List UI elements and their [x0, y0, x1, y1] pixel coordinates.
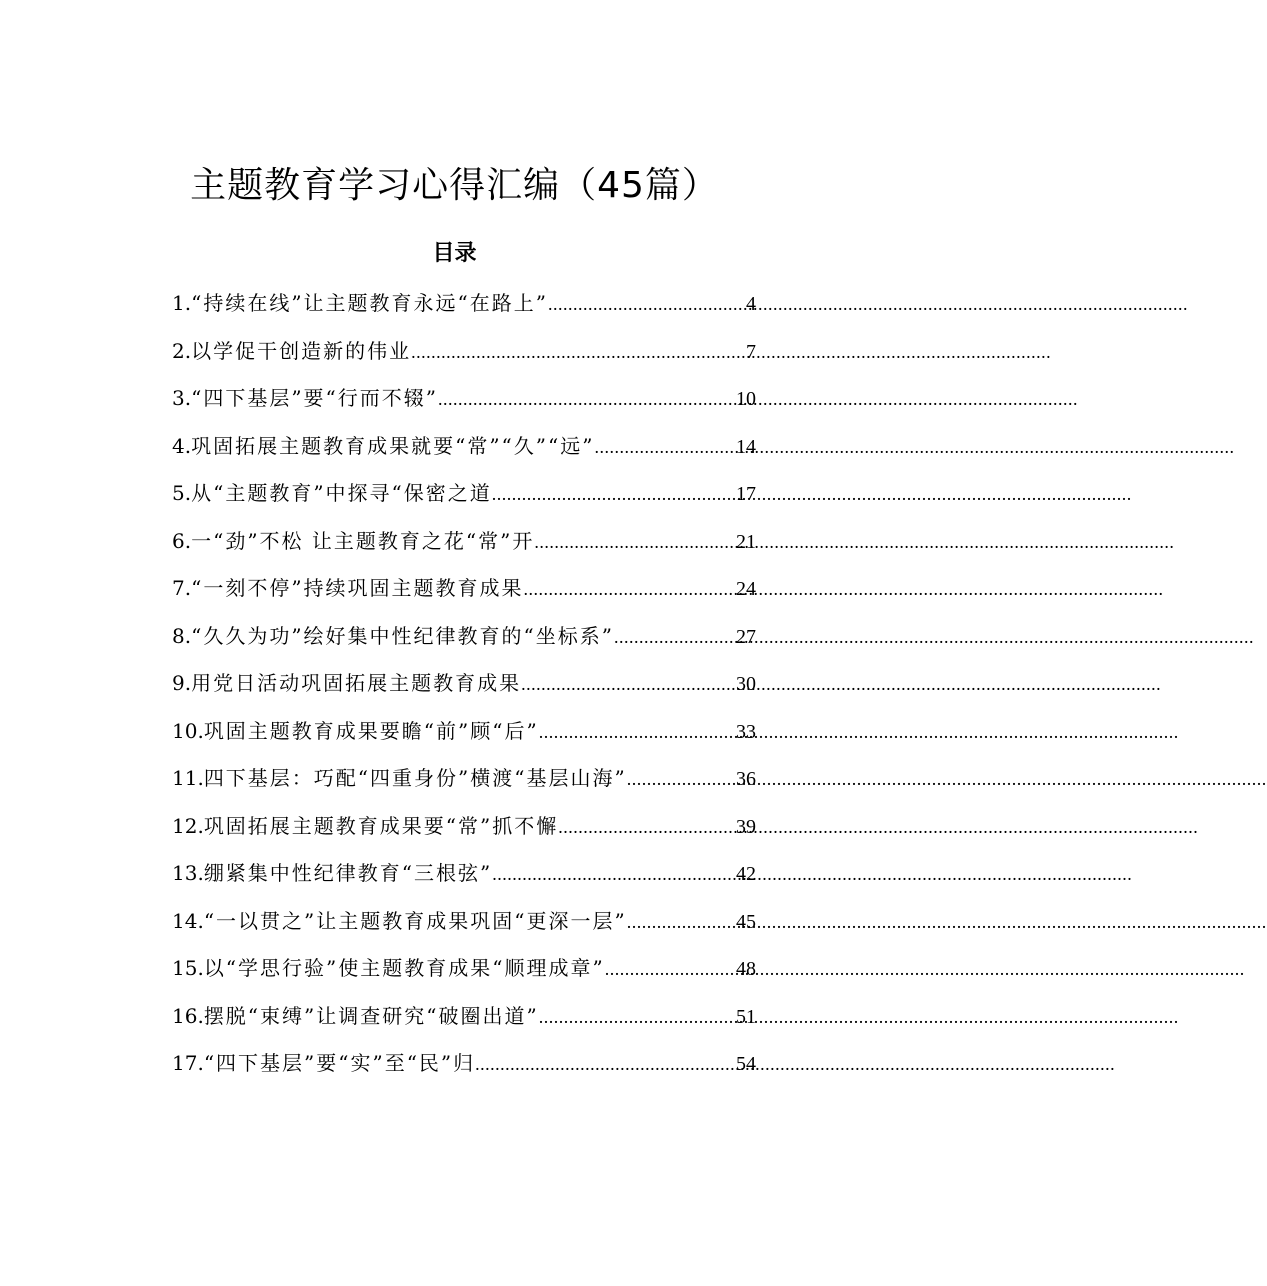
toc-entry-page-number: 21 [736, 530, 756, 553]
toc-entry[interactable] [172, 565, 756, 613]
toc-entry-title: 以“学思行验”使主题教育成果“顺理成章” [203, 956, 605, 980]
toc-entry-page-number: 14 [736, 435, 756, 458]
toc-dot-leader [492, 471, 736, 519]
toc-dot-leader [534, 519, 736, 567]
toc-entry[interactable] [172, 898, 756, 946]
toc-entry-number: 8. [172, 623, 192, 648]
toc-entry-page-number: 24 [736, 578, 756, 600]
toc-entry-title: 巩固拓展主题教育成果就要“常”“久”“远” [191, 433, 595, 458]
toc-entry[interactable] [172, 755, 756, 803]
toc-dot-leader [524, 566, 736, 614]
toc-entry-number: 14. [172, 908, 204, 933]
toc-entry[interactable] [172, 518, 756, 566]
toc-entry[interactable] [172, 850, 756, 898]
toc-entry-number: 2. [172, 338, 192, 363]
toc-entry-page-number: 39 [736, 815, 756, 838]
toc-dot-leader [492, 851, 736, 899]
toc-entry-title: 以学促干创造新的伟业 [191, 338, 412, 363]
toc-dot-leader [558, 804, 736, 852]
toc-entry[interactable] [172, 280, 756, 328]
toc-entry[interactable] [172, 423, 756, 471]
toc-entry-page-number: 30 [736, 673, 756, 695]
toc-entry-number: 3. [172, 386, 192, 410]
toc-entry-title: 巩固拓展主题教育成果要“常”抓不懈 [203, 813, 559, 838]
toc-entry[interactable] [172, 708, 756, 756]
toc-entry-number: 16. [172, 1003, 204, 1028]
toc-entry[interactable] [172, 993, 756, 1041]
toc-entry-page-number: 27 [736, 625, 756, 648]
document-title: 主题教育学习心得汇编（45篇） [190, 165, 719, 206]
toc-entry-page-number: 4 [746, 293, 756, 315]
toc-entry-page-number: 51 [736, 1005, 756, 1028]
toc-entry-page-number: 10 [736, 388, 756, 410]
toc-entry-title: “四下基层”要“行而不辍” [191, 386, 438, 410]
toc-entry-page-number: 48 [736, 958, 756, 980]
toc-entry[interactable] [172, 375, 756, 423]
toc-entry-page-number: 33 [736, 720, 756, 743]
toc-entry-page-number: 17 [736, 483, 756, 505]
toc-entry-title: “四下基层”要“实”至“民”归 [203, 1051, 476, 1075]
table-of-contents [172, 280, 756, 1088]
toc-entry-page-number: 45 [736, 910, 756, 933]
toc-entry-number: 1. [172, 291, 192, 315]
toc-entry-number: 7. [172, 576, 192, 600]
toc-entry-number: 11. [172, 766, 204, 790]
toc-entry-number: 13. [172, 861, 204, 885]
toc-entry-title: 巩固主题教育成果要瞻“前”顾“后” [203, 718, 539, 743]
toc-entry-number: 10. [172, 718, 204, 743]
toc-dot-leader [475, 1041, 736, 1089]
toc-entry-title: “一以贯之”让主题教育成果巩固“更深一层” [203, 908, 627, 933]
toc-dot-leader [627, 899, 736, 947]
toc-entry-number: 9. [172, 671, 192, 695]
toc-entry[interactable] [172, 945, 756, 993]
toc-entry[interactable] [172, 1040, 756, 1088]
toc-dot-leader [548, 281, 746, 329]
toc-dot-leader [605, 946, 736, 994]
toc-entry-number: 4. [172, 433, 192, 458]
toc-entry-number: 6. [172, 528, 192, 553]
toc-dot-leader [539, 709, 736, 757]
toc-dot-leader [627, 756, 736, 804]
toc-dot-leader [614, 614, 736, 662]
toc-entry[interactable] [172, 328, 756, 376]
toc-heading: 目录 [432, 240, 477, 266]
toc-entry-title: 四下基层：巧配“四重身份”横渡“基层山海” [203, 766, 627, 790]
toc-entry-number: 17. [172, 1051, 204, 1075]
toc-entry-title: 一“劲”不松 让主题教育之花“常”开 [191, 528, 535, 553]
toc-entry-page-number: 54 [736, 1053, 756, 1075]
toc-entry-title: 用党日活动巩固拓展主题教育成果 [191, 671, 522, 695]
toc-entry-title: “久久为功”绘好集中性纪律教育的“坐标系” [191, 623, 614, 648]
toc-entry-title: 摆脱“束缚”让调查研究“破圈出道” [203, 1003, 539, 1028]
toc-dot-leader [438, 376, 736, 424]
toc-entry-page-number: 7 [746, 340, 756, 363]
toc-entry[interactable] [172, 803, 756, 851]
toc-entry-number: 15. [172, 956, 204, 980]
toc-entry-title: 绷紧集中性纪律教育“三根弦” [203, 861, 493, 885]
toc-dot-leader [521, 661, 736, 709]
toc-entry-title: 从“主题教育”中探寻“保密之道 [191, 481, 492, 505]
toc-entry[interactable] [172, 660, 756, 708]
toc-dot-leader [539, 994, 736, 1042]
toc-entry-page-number: 42 [736, 863, 756, 885]
toc-entry-title: “一刻不停”持续巩固主题教育成果 [191, 576, 524, 600]
toc-entry-number: 12. [172, 813, 204, 838]
toc-entry-page-number: 36 [736, 768, 756, 790]
toc-entry-title: “持续在线”让主题教育永远“在路上” [191, 291, 548, 315]
toc-entry[interactable] [172, 613, 756, 661]
toc-entry-number: 5. [172, 481, 192, 505]
toc-entry[interactable] [172, 470, 756, 518]
toc-dot-leader [594, 424, 736, 472]
toc-dot-leader [411, 329, 746, 377]
